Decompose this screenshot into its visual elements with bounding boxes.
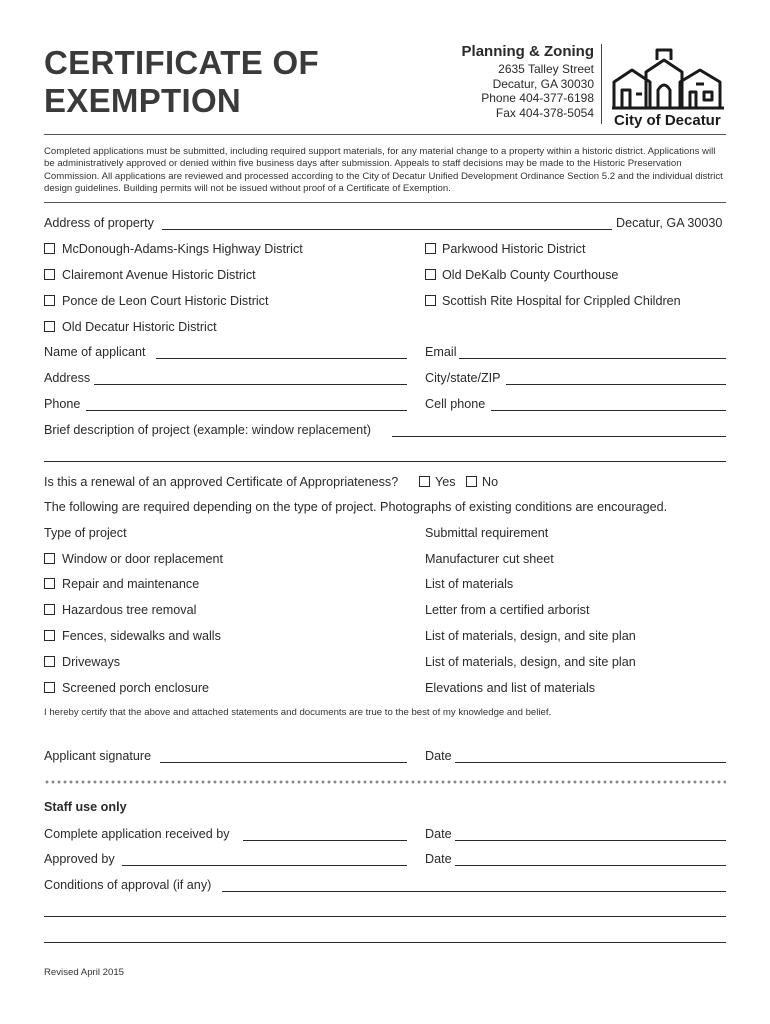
department-city: Decatur, GA 30030	[492, 76, 594, 91]
requirements-intro: The following are required depending on the type of project. Photographs of existing conditions are encouraged.	[44, 500, 668, 514]
cell-phone-label: Cell phone	[425, 397, 486, 411]
renewal-question: Is this a renewal of an approved Certificate of Appropriateness?	[44, 475, 399, 489]
conditions-field[interactable]	[222, 891, 726, 892]
project-type-checkbox[interactable]	[44, 682, 55, 693]
dotted-divider	[44, 780, 726, 784]
approved-date-field[interactable]	[455, 865, 726, 866]
address-field[interactable]	[94, 384, 407, 385]
district-label: Old DeKalb County Courthouse	[442, 268, 619, 282]
received-date-field[interactable]	[455, 840, 726, 841]
intro-paragraph: Completed applications must be submitted, including required support materials, for any material change to a property within a historic district. Applications will be administratively approved or denied within five business days after submission. Appeals to staff decisions may be made to the Historic Preservation Commission. All applications are reviewed and processed according to the City of Decatur Unified Development Ordinance Section 5.2 and the individual district design guidelines. Building permits will not be issued without proof of a Certificate of Exemption.	[44, 146, 723, 194]
department-phone: Phone 404-377-6198	[481, 91, 594, 105]
header-divider	[601, 44, 602, 124]
approved-date-label: Date	[425, 852, 452, 866]
department-name: Planning & Zoning	[461, 43, 594, 60]
project-type-label: Screened porch enclosure	[62, 681, 210, 695]
city-state-zip-field[interactable]	[506, 384, 726, 385]
approved-by-label: Approved by	[44, 852, 115, 866]
signature-date-field[interactable]	[455, 762, 726, 763]
approved-by-field[interactable]	[122, 865, 407, 866]
city-state-zip-label: City/state/ZIP	[425, 371, 501, 385]
property-address-field[interactable]	[162, 229, 612, 230]
project-type-checkbox[interactable]	[44, 553, 55, 564]
district-checkbox[interactable]	[44, 269, 55, 280]
project-description-field[interactable]	[392, 436, 726, 437]
applicant-name-field[interactable]	[156, 358, 407, 359]
renewal-no-label: No	[482, 475, 499, 489]
submittal-requirement: Elevations and list of materials	[425, 681, 596, 695]
cell-phone-field[interactable]	[491, 410, 726, 411]
applicant-signature-label: Applicant signature	[44, 749, 152, 763]
department-fax: Fax 404-378-5054	[495, 105, 594, 120]
submittal-requirement: Manufacturer cut sheet	[425, 552, 554, 566]
city-of-decatur-logo	[610, 46, 728, 130]
renewal-yes-label: Yes	[435, 475, 456, 489]
project-description-field-line-2[interactable]	[44, 461, 726, 462]
staff-use-heading: Staff use only	[44, 800, 127, 814]
project-type-checkbox[interactable]	[44, 604, 55, 615]
project-type-label: Hazardous tree removal	[62, 603, 197, 617]
conditions-field-line-2[interactable]	[44, 916, 726, 917]
project-type-label: Driveways	[62, 655, 121, 669]
logo-text: City of Decatur	[614, 112, 721, 129]
submittal-requirement: List of materials, design, and site plan	[425, 655, 636, 669]
address-label: Address	[44, 371, 91, 385]
district-checkbox[interactable]	[425, 295, 436, 306]
title-line-1: CERTIFICATE OF	[44, 44, 319, 81]
project-type-label: Repair and maintenance	[62, 577, 200, 591]
project-type-checkbox[interactable]	[44, 630, 55, 641]
conditions-field-line-3[interactable]	[44, 942, 726, 943]
property-address-suffix: Decatur, GA 30030	[616, 216, 723, 230]
submittal-requirement: List of materials, design, and site plan	[425, 629, 636, 643]
renewal-yes-checkbox[interactable]	[419, 476, 430, 487]
district-checkbox[interactable]	[425, 243, 436, 254]
district-label: Old Decatur Historic District	[62, 320, 217, 334]
phone-field[interactable]	[86, 410, 407, 411]
project-type-checkbox[interactable]	[44, 656, 55, 667]
phone-label: Phone	[44, 397, 81, 411]
project-type-label: Fences, sidewalks and walls	[62, 629, 221, 643]
signature-date-label: Date	[425, 749, 452, 763]
district-label: McDonough-Adams-Kings Highway District	[62, 242, 303, 256]
applicant-signature-field[interactable]	[160, 762, 407, 763]
district-checkbox[interactable]	[44, 321, 55, 332]
received-by-field[interactable]	[243, 840, 407, 841]
intro-rule	[44, 202, 726, 203]
district-checkbox[interactable]	[425, 269, 436, 280]
district-label: Scottish Rite Hospital for Crippled Children	[442, 294, 681, 308]
district-label: Parkwood Historic District	[442, 242, 586, 256]
certification-statement: I hereby certify that the above and attached statements and documents are true to the best of my knowledge and belief.	[44, 707, 552, 718]
submittal-requirement: Letter from a certified arborist	[425, 603, 590, 617]
received-date-label: Date	[425, 827, 452, 841]
district-checkbox[interactable]	[44, 243, 55, 254]
type-of-project-header: Type of project	[44, 526, 127, 540]
department-street: 2635 Talley Street	[498, 62, 594, 76]
district-label: Clairemont Avenue Historic District	[62, 268, 256, 282]
project-type-checkbox[interactable]	[44, 578, 55, 589]
project-type-label: Window or door replacement	[62, 552, 223, 566]
district-checkbox[interactable]	[44, 295, 55, 306]
page-title	[44, 44, 319, 120]
email-label: Email	[425, 345, 457, 359]
email-field[interactable]	[459, 358, 726, 359]
header-rule	[44, 134, 726, 135]
conditions-label: Conditions of approval (if any)	[44, 878, 212, 892]
renewal-no-checkbox[interactable]	[466, 476, 477, 487]
applicant-name-label: Name of applicant	[44, 345, 146, 359]
city-hall-icon	[610, 46, 728, 130]
revision-date: Revised April 2015	[44, 967, 124, 978]
title-line-2: EXEMPTION	[44, 82, 242, 119]
property-address-label: Address of property	[44, 216, 154, 230]
submittal-requirement: List of materials	[425, 577, 514, 591]
submittal-requirement-header: Submittal requirement	[425, 526, 549, 540]
project-description-label: Brief description of project (example: window replacement)	[44, 423, 371, 437]
received-by-label: Complete application received by	[44, 827, 230, 841]
district-label: Ponce de Leon Court Historic District	[62, 294, 269, 308]
department-contact	[462, 42, 594, 120]
